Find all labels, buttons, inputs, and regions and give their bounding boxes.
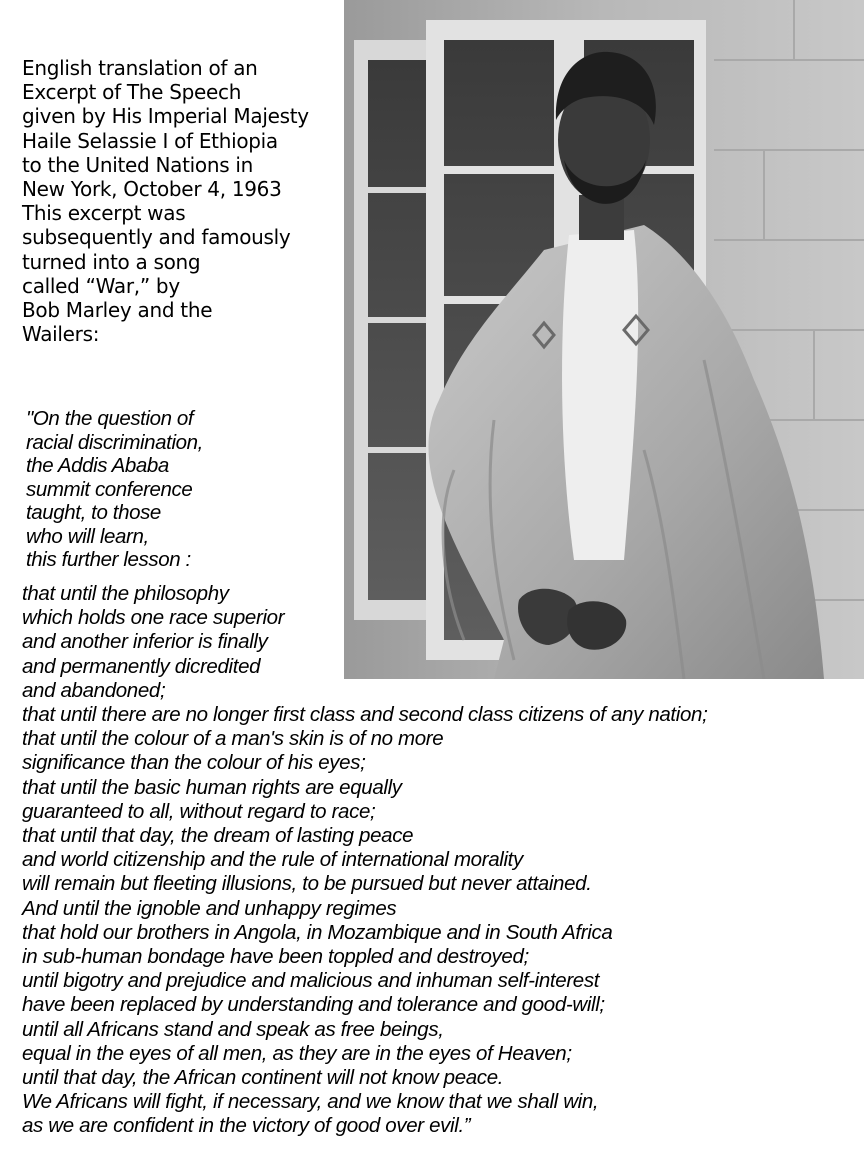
quote-line: have been replaced by understanding and tolerance and good-will; — [22, 993, 605, 1017]
portrait-illustration — [344, 0, 864, 679]
quote-line: We Africans will fight, if necessary, and we know that we shall win, — [22, 1090, 599, 1114]
quote-line: will remain but fleeting illusions, to be pursued but never attained. — [22, 872, 592, 896]
quote-line: that until there are no longer first class and second class citizens of any nation; — [22, 703, 708, 727]
quote-intro-line: summit conference — [26, 477, 193, 501]
heading-line: Haile Selassie I of Ethiopia — [22, 128, 278, 153]
quote-line: until all Africans stand and speak as free beings, — [22, 1017, 444, 1041]
heading-line: given by His Imperial Majesty — [22, 104, 309, 129]
quote-line: that until the colour of a man's skin is of no more — [22, 727, 444, 751]
quote-line: that until the basic human rights are equally — [22, 775, 402, 799]
quote-intro-line: racial discrimination, — [26, 430, 203, 454]
quote-line: and permanently dicredited — [22, 654, 261, 678]
quote-intro-line: who will learn, — [26, 524, 149, 548]
quote-line: that hold our brothers in Angola, in Mozambique and in South Africa — [22, 920, 613, 944]
quote-line: And until the ignoble and unhappy regimes — [22, 896, 397, 920]
heading-line: Excerpt of The Speech — [22, 80, 242, 105]
heading-line: New York, October 4, 1963 — [22, 177, 282, 202]
quote-intro-line: this further lesson : — [26, 548, 191, 571]
heading-line: Bob Marley and the — [22, 298, 213, 323]
quote-line: as we are confident in the victory of good over evil.” — [22, 1114, 471, 1138]
quote-line: which holds one race superior — [22, 606, 285, 630]
intro-heading — [22, 56, 362, 346]
quote-intro-line: the Addis Ababa — [26, 454, 169, 477]
quote-line: until that day, the African continent will not know peace. — [22, 1066, 504, 1090]
quote-line: and abandoned; — [22, 678, 166, 702]
quote-intro-line: taught, to those — [26, 501, 161, 524]
heading-line: English translation of an — [22, 56, 258, 80]
portrait-photo — [344, 0, 864, 679]
quote-intro-line: "On the question of — [26, 407, 194, 430]
quote-line: in sub-human bondage have been toppled and destroyed; — [22, 945, 529, 969]
quote-line: significance than the colour of his eyes; — [22, 751, 366, 775]
heading-line: to the United Nations in — [22, 152, 254, 177]
heading-line: turned into a song — [22, 249, 201, 274]
heading-line: Wailers: — [22, 322, 100, 347]
quote-line: until bigotry and prejudice and malicious and inhuman self-interest — [22, 969, 600, 993]
heading-line: subsequently and famously — [22, 225, 291, 250]
heading-line: called “War,” by — [22, 273, 180, 298]
quote-line: equal in the eyes of all men, as they are in the eyes of Heaven; — [22, 1041, 572, 1065]
quote-line: and world citizenship and the rule of international morality — [22, 848, 523, 872]
quote-line: guaranteed to all, without regard to race; — [22, 799, 376, 823]
heading-line: This excerpt was — [22, 201, 186, 226]
quote-body — [22, 582, 862, 1139]
quote-intro — [26, 407, 326, 572]
quote-line: and another inferior is finally — [22, 630, 268, 654]
quote-line: that until that day, the dream of lasting peace — [22, 824, 414, 848]
quote-line: that until the philosophy — [22, 582, 229, 605]
